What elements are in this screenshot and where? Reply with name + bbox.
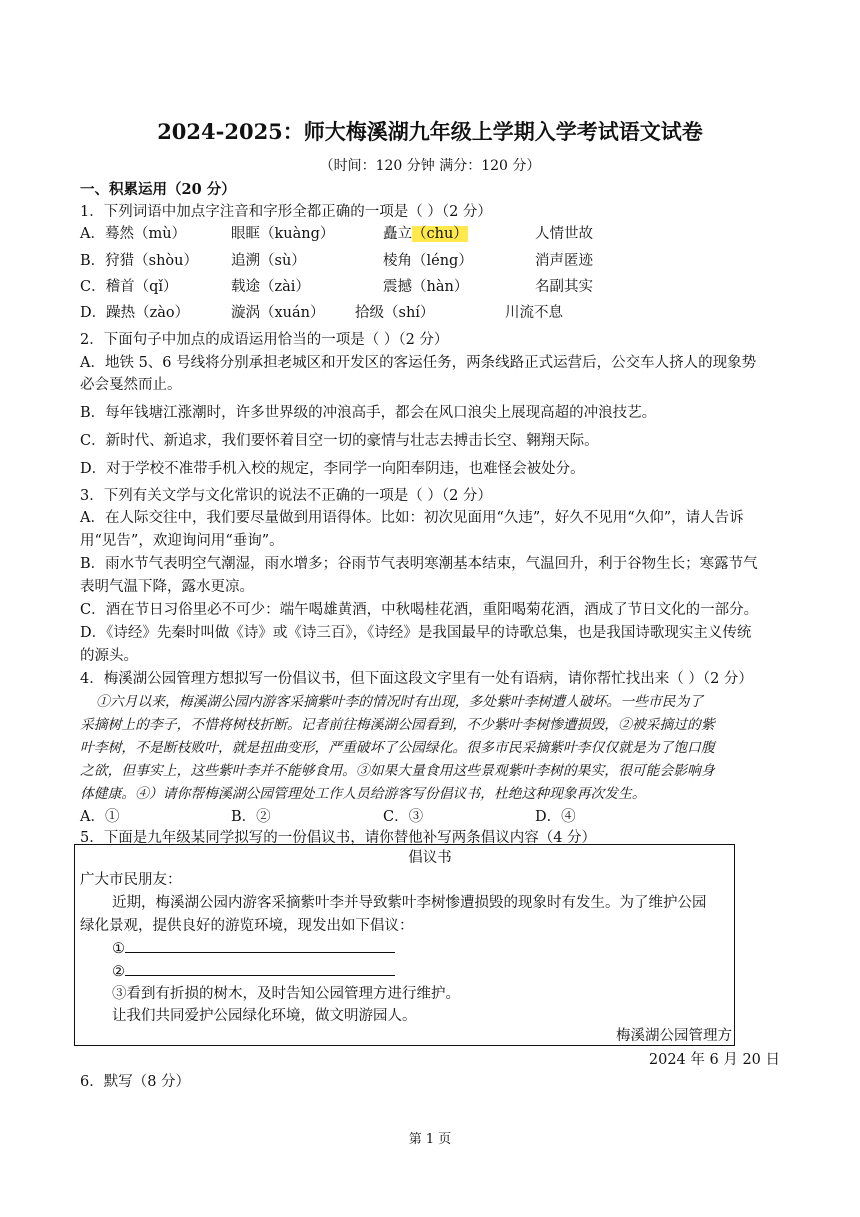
q3-option-d: D．《诗经》先秦时叫做《诗》或《诗三百》，《诗经》是我国最早的诗歌总集，也是我国诗歌现实主义传统 — [80, 625, 752, 641]
q4-option-a: A．① — [80, 809, 120, 825]
proposal-item-2 — [112, 961, 395, 982]
q2-stem: 2．下面句子中加点的成语运用恰当的一项是（ ）（2 分） — [80, 332, 449, 348]
q1-b-col3: 棱角（léng） — [383, 253, 473, 269]
q2-option-d: D．对于学校不准带手机入校的规定，李同学一向阳奉阴违，也难怪会被处分。 — [80, 461, 585, 477]
q3-stem: 3．下列有关文学与文化常识的说法不正确的一项是（ ）（2 分） — [80, 488, 492, 504]
proposal-greeting: 广大市民朋友： — [80, 872, 182, 888]
proposal-date: 2024 年 6 月 20 日 — [648, 1052, 780, 1068]
q2-option-a: A．地铁 5、6 号线将分别承担老城区和开发区的客运任务，两条线路正式运营后，公交车人挤人的现象势 — [80, 355, 757, 371]
q1-c-col2: 载途（zài） — [231, 279, 310, 295]
exam-info: （时间：120 分钟 满分：120 分） — [319, 158, 541, 174]
answer-blank[interactable] — [125, 961, 395, 976]
item-marker: ① — [112, 941, 125, 957]
q5-stem: 5．下面是九年级某同学拟写的一份倡议书，请你替他补写两条倡议内容（4 分） — [80, 830, 597, 846]
q3-option-d-cont: 的源头。 — [80, 648, 138, 664]
proposal-closing: 让我们共同爱护公园绿化环境，做文明游园人。 — [112, 1008, 417, 1024]
q1-a-word: 矗立 — [383, 226, 412, 242]
q4-passage-line: ①六月以来，梅溪湖公园内游客采摘紫叶李的情况时有出现，多处紫叶李树遭人破坏。一些市民为了 — [96, 694, 704, 710]
proposal-body: 近期，梅溪湖公园内游客采摘紫叶李并导致紫叶李树惨遭损毁的现象时有发生。为了维护公园 — [112, 895, 707, 911]
q2-option-c: C．新时代、新追求，我们要怀着目空一切的豪情与壮志去搏击长空、翱翔天际。 — [80, 433, 599, 449]
q1-a-col1: A．蓦然（mù） — [80, 226, 187, 242]
q6-stem: 6．默写（8 分） — [80, 1074, 191, 1090]
q4-passage-line: 采摘树上的李子，不惜将树枝折断。记者前往梅溪湖公园看到，不少紫叶李树惨遭损毁，②被采摘过的紫 — [80, 717, 715, 733]
q2-option-b: B．每年钱塘江涨潮时，许多世界级的冲浪高手，都会在风口浪尖上展现高超的冲浪技艺。 — [80, 405, 657, 421]
q1-a-col4: 人情世故 — [535, 226, 593, 242]
q4-passage-line: 之欲，但事实上，这些紫叶李并不能够食用。③如果大量食用这些景观紫叶李树的果实，很可能会影响身 — [80, 763, 715, 779]
proposal-item-1 — [112, 938, 395, 959]
q1-d-col3: 拾级（shí） — [355, 305, 435, 321]
highlighted-pinyin: （chu） — [412, 226, 468, 242]
q1-a-col2: 眼眶（kuàng） — [231, 226, 335, 242]
q1-c-col3: 震撼（hàn） — [383, 279, 469, 295]
q1-a-col3 — [383, 224, 468, 244]
q1-b-col1: B．狩猎（shòu） — [80, 253, 199, 269]
q3-option-b-cont: 表明气温下降，露水更凉。 — [80, 579, 254, 595]
q1-d-col1: D．躁热（zào） — [80, 305, 190, 321]
q1-b-col4: 消声匿迹 — [535, 253, 593, 269]
q1-d-col2: 漩涡（xuán） — [231, 305, 325, 321]
q1-d-col4: 川流不息 — [505, 305, 563, 321]
proposal-body-cont: 绿化景观，提供良好的游览环境，现发出如下倡议： — [80, 918, 414, 934]
proposal-signature: 梅溪湖公园管理方 — [616, 1028, 732, 1044]
item-marker: ② — [112, 964, 125, 980]
q1-b-col2: 追溯（sù） — [231, 253, 306, 269]
section-heading: 一、积累运用（20 分） — [80, 181, 236, 198]
q2-option-a-cont: 必会戛然而止。 — [80, 377, 182, 393]
q3-option-b: B．雨水节气表明空气潮湿，雨水增多；谷雨节气表明寒潮基本结束，气温回升，利于谷物生长；寒露节气 — [80, 556, 758, 572]
q3-option-c: C．酒在节日习俗里必不可少：端午喝雄黄酒，中秋喝桂花酒，重阳喝菊花酒，酒成了节日文化的一部分。 — [80, 602, 759, 618]
page-title: 2024-2025：师大梅溪湖九年级上学期入学考试语文试卷 — [157, 119, 703, 144]
q4-option-c: C．③ — [383, 809, 424, 825]
q4-option-d: D．④ — [535, 809, 576, 825]
q1-c-col1: C．稽首（qǐ） — [80, 279, 178, 295]
answer-blank[interactable] — [125, 938, 395, 953]
q4-option-b: B．② — [231, 809, 271, 825]
q4-passage-line: 叶李树，不是断枝败叶，就是扭曲变形，严重破坏了公园绿化。很多市民采摘紫叶李仅仅就是为了饱口腹 — [80, 740, 715, 756]
q1-c-col4: 名副其实 — [535, 279, 593, 295]
q3-option-a-cont: 用“见告”，欢迎询问用“垂询”。 — [80, 533, 284, 549]
proposal-item-3: ③看到有折损的树木，及时告知公园管理方进行维护。 — [112, 986, 460, 1002]
page-number: 第 1 页 — [408, 1132, 452, 1147]
q3-option-a: A．在人际交往中，我们要尽量做到用语得体。比如：初次见面用“久违”，好久不见用“久仰”，请人告诉 — [80, 510, 744, 526]
proposal-title: 倡议书 — [408, 850, 452, 866]
q4-passage-line: 体健康。④）请你帮梅溪湖公园管理处工作人员给游客写份倡议书，杜绝这种现象再次发生。 — [80, 786, 646, 802]
q4-stem: 4．梅溪湖公园管理方想拟写一份倡议书，但下面这段文字里有一处有语病，请你帮忙找出来（ ）（2 分） — [80, 671, 753, 687]
q1-stem: 1．下列词语中加点字注音和字形全都正确的一项是（ ）（2 分） — [80, 204, 492, 220]
